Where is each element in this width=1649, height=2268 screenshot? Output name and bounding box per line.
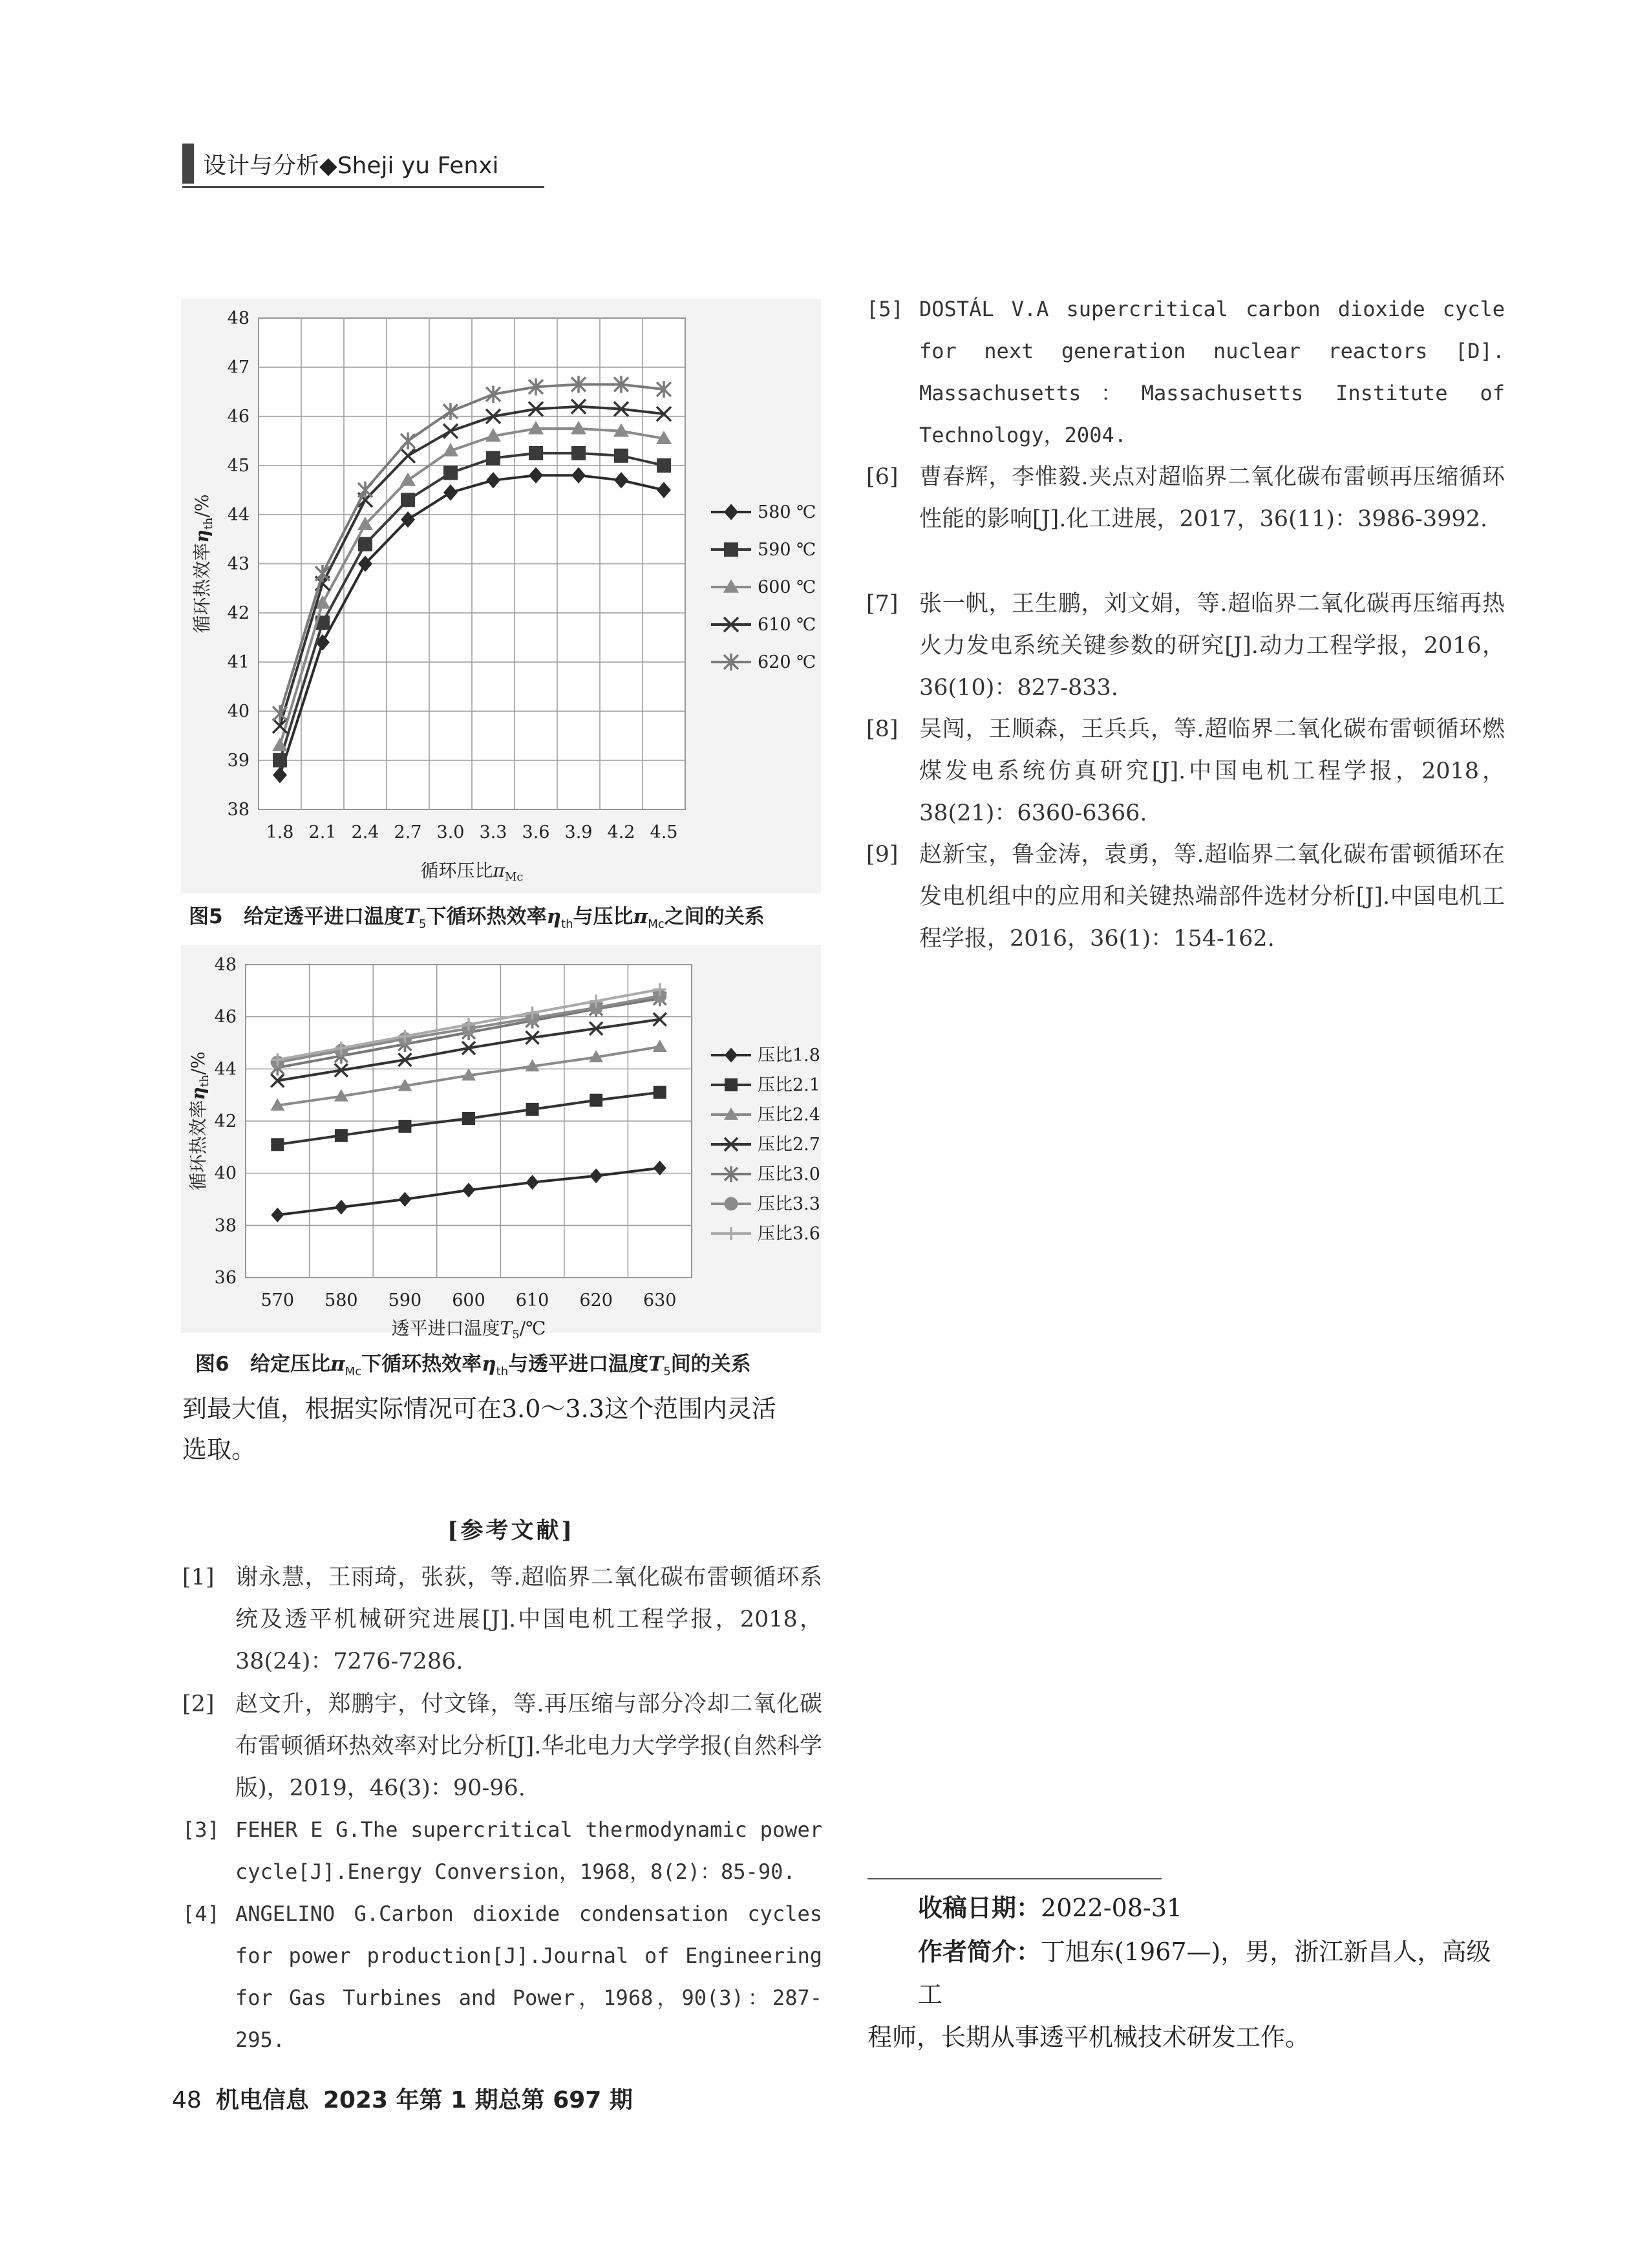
data-point xyxy=(529,446,543,460)
legend-label: 580 ℃ xyxy=(758,502,816,522)
y-tick-label: 46 xyxy=(227,407,250,427)
page-number: 48 xyxy=(172,2087,202,2113)
caption-subscript: 5 xyxy=(419,917,427,932)
y-axis-label-main: 循环热效率 xyxy=(187,1100,209,1191)
data-point xyxy=(590,1094,602,1107)
page-footer xyxy=(172,2082,633,2115)
x-tick-label: 610 xyxy=(515,1290,549,1311)
y-tick-label: 43 xyxy=(227,554,250,574)
x-tick-label: 570 xyxy=(261,1290,295,1311)
x-tick-label: 1.8 xyxy=(266,822,294,842)
legend-marker xyxy=(724,542,738,557)
legend-label: 600 ℃ xyxy=(758,577,816,597)
reference-number: [9] xyxy=(866,842,899,868)
caption-symbol: η xyxy=(482,1353,496,1376)
caption-text: 之间的关系 xyxy=(664,905,765,928)
caption-symbol: η xyxy=(546,905,562,928)
reference-item xyxy=(866,834,1505,960)
y-axis-label xyxy=(191,494,215,633)
caption-text: 给定透平进口温度 xyxy=(243,905,404,928)
legend-label: 压比2.4 xyxy=(758,1105,820,1125)
reference-text: ANGELINO G.Carbon dioxide condensation cycles for power production[J].Journal of Engineering for Gas Turbines and Power，1968，90(3)：287-295. xyxy=(235,1901,822,2052)
reference-item xyxy=(866,288,1505,456)
received-value: 2022-08-31 xyxy=(1041,1894,1183,1922)
reference-number: [7] xyxy=(866,591,899,617)
body-line: 到最大值，根据实际情况可在3.0～3.3这个范围内灵活 xyxy=(182,1395,776,1423)
reference-text: 曹春辉，李惟毅.夹点对超临界二氧化碳布雷顿再压缩循环性能的影响[J].化工进展，2017，36(11)：3986-3992. xyxy=(919,464,1505,532)
header-section: 设计与分析 xyxy=(203,152,320,179)
x-tick-label: 630 xyxy=(643,1290,677,1311)
y-tick-label: 40 xyxy=(214,1163,237,1184)
chart-5 xyxy=(181,299,821,893)
data-point xyxy=(657,458,671,473)
caption-symbol: T xyxy=(648,1353,664,1376)
x-axis-label-main: 循环压比 xyxy=(420,860,493,881)
reference-text: 张一帆，王生鹏，刘文娟，等.超临界二氧化碳再压缩再热火力发电系统关键参数的研究[J].动力工程学报，2016，36(10)：827-833. xyxy=(919,591,1505,701)
legend-marker xyxy=(725,1078,738,1091)
header-pinyin: Sheji yu Fenxi xyxy=(337,152,499,179)
header-diamond: ◆ xyxy=(319,152,337,179)
author-bio xyxy=(867,1931,1507,2059)
legend-label: 620 ℃ xyxy=(758,652,816,672)
data-point xyxy=(486,451,500,465)
y-axis-label-subscript: th xyxy=(198,1075,211,1087)
caption-subscript: th xyxy=(496,1365,509,1379)
caption-subscript: Mc xyxy=(648,917,665,932)
y-tick-label: 46 xyxy=(214,1007,237,1027)
header-text xyxy=(203,147,499,180)
x-tick-label: 3.6 xyxy=(522,822,550,842)
reference-text: 赵文升，郑鹏宇，付文锋，等.再压缩与部分冷却二氧化碳布雷顿循环热效率对比分析[J].华北电力大学学报(自然科学版)，2019，46(3)：90-96. xyxy=(235,1691,822,1801)
data-point xyxy=(358,537,372,551)
body-line: 选取。 xyxy=(182,1435,257,1464)
y-tick-label: 44 xyxy=(214,1059,237,1080)
reference-text: FEHER E G.The supercritical thermodynamic power cycle[J].Energy Conversion，1968，8(2)：85-90. xyxy=(235,1817,822,1884)
y-axis-label-symbol: η xyxy=(191,530,213,543)
caption-subscript: 5 xyxy=(663,1365,671,1379)
y-axis-label-subscript: th xyxy=(202,517,215,530)
author-line: 丁旭东(1967—)，男，浙江新昌人，高级工 xyxy=(918,1938,1491,2009)
y-axis-label-unit: /% xyxy=(187,1051,209,1075)
x-tick-label: 4.5 xyxy=(650,822,678,842)
reference-item xyxy=(866,456,1505,540)
caption-text: 与透平进口温度 xyxy=(508,1353,649,1376)
y-tick-label: 39 xyxy=(227,751,250,771)
references-title: [参考文献] xyxy=(447,1517,575,1544)
x-axis-label-symbol: π xyxy=(493,860,505,881)
caption-text: 与压比 xyxy=(573,905,633,928)
y-tick-label: 44 xyxy=(227,505,250,525)
y-axis-label xyxy=(187,1051,211,1190)
x-axis-label-subscript: Mc xyxy=(504,870,524,884)
caption-subscript: th xyxy=(561,917,573,932)
reference-number: [6] xyxy=(866,464,899,490)
x-tick-label: 4.2 xyxy=(607,822,635,842)
x-tick-label: 2.4 xyxy=(351,822,379,842)
chart-6 xyxy=(181,945,821,1342)
x-axis-label-unit: /℃ xyxy=(519,1318,546,1339)
x-tick-label: 580 xyxy=(324,1290,358,1311)
author-label: 作者简介： xyxy=(918,1938,1041,1966)
figure-5 xyxy=(181,299,821,893)
data-point xyxy=(462,1112,475,1125)
caption-text: 下循环热效率 xyxy=(426,905,547,928)
caption-text: 间的关系 xyxy=(670,1353,751,1376)
reference-number: [8] xyxy=(866,716,899,742)
body-paragraph xyxy=(182,1389,822,1470)
reference-item xyxy=(866,583,1505,709)
reference-text: 赵新宝，鲁金涛，袁勇，等.超临界二氧化碳布雷顿循环在发电机组中的应用和关键热端部件选材分析[J].中国电机工程学报，2016，36(1)：154-162. xyxy=(919,842,1505,952)
legend-label: 压比3.0 xyxy=(758,1164,820,1184)
legend-label: 压比3.3 xyxy=(758,1194,820,1214)
reference-number: [3] xyxy=(182,1817,220,1842)
header-rule xyxy=(182,186,544,188)
journal-name: 机电信息 xyxy=(215,2087,309,2113)
x-axis-label-subscript: 5 xyxy=(512,1328,520,1342)
legend-label: 压比1.8 xyxy=(758,1045,820,1065)
reference-number: [2] xyxy=(182,1691,215,1717)
caption-symbol: π xyxy=(633,905,648,928)
caption-subscript: Mc xyxy=(345,1365,362,1379)
data-point xyxy=(398,1120,411,1133)
reference-number: [4] xyxy=(182,1901,220,1926)
x-axis-label-symbol: T xyxy=(500,1318,513,1339)
legend-marker xyxy=(725,1197,738,1211)
reference-item xyxy=(182,1893,822,2061)
x-tick-label: 3.0 xyxy=(436,822,465,842)
y-tick-label: 38 xyxy=(227,800,250,820)
y-axis-label-unit: /% xyxy=(191,494,213,518)
y-tick-label: 48 xyxy=(227,308,250,328)
caption-text: 给定压比 xyxy=(250,1353,330,1376)
y-tick-label: 45 xyxy=(227,456,250,476)
reference-text: 吴闯，王顺森，王兵兵，等.超临界二氧化碳布雷顿循环燃煤发电系统仿真研究[J].中国电机工程学报，2018，38(21)：6360-6366. xyxy=(919,716,1505,826)
caption-prefix: 图5 xyxy=(189,905,223,928)
figure-6 xyxy=(181,945,821,1342)
caption-text: 下循环热效率 xyxy=(361,1353,482,1376)
data-point xyxy=(273,753,287,767)
x-axis-label xyxy=(392,1318,546,1342)
legend-label: 压比2.1 xyxy=(758,1075,820,1095)
legend-label: 压比3.6 xyxy=(758,1224,820,1244)
y-tick-label: 38 xyxy=(214,1215,237,1236)
author-line: 程师，长期从事透平机械技术研发工作。 xyxy=(867,2023,1310,2051)
footnote-rule xyxy=(867,1878,1162,1879)
reference-number: [1] xyxy=(182,1565,215,1590)
legend-label: 610 ℃ xyxy=(758,615,816,635)
y-tick-label: 41 xyxy=(227,652,250,672)
data-point xyxy=(654,1086,666,1099)
y-tick-label: 36 xyxy=(214,1268,237,1288)
y-tick-label: 42 xyxy=(214,1111,237,1131)
reference-item xyxy=(182,1684,822,1810)
x-tick-label: 590 xyxy=(388,1290,422,1311)
reference-text: DOSTÁL V.A supercritical carbon dioxide cycle for next generation nuclear reactors [D]. Massachusetts：Massachusetts Institute of Technology，2004. xyxy=(919,297,1505,447)
data-point xyxy=(571,446,586,460)
x-tick-label: 600 xyxy=(452,1290,485,1311)
data-point xyxy=(271,1138,284,1151)
reference-number: [5] xyxy=(866,297,904,321)
y-tick-label: 48 xyxy=(214,955,237,975)
x-axis-label-main: 透平进口温度 xyxy=(391,1318,500,1339)
reference-item xyxy=(182,1809,822,1893)
header-bar xyxy=(182,144,194,184)
y-axis-label-symbol: η xyxy=(187,1087,209,1100)
y-tick-label: 42 xyxy=(227,603,250,623)
running-header xyxy=(182,144,499,184)
reference-text: 谢永慧，王雨琦，张荻，等.超临界二氧化碳布雷顿循环系统及透平机械研究进展[J].中国电机工程学报，2018，38(24)：7276-7286. xyxy=(235,1565,822,1674)
x-tick-label: 2.1 xyxy=(308,822,337,842)
data-point xyxy=(335,1129,348,1142)
reference-item xyxy=(182,1557,822,1683)
x-tick-label: 2.7 xyxy=(394,822,422,842)
x-tick-label: 3.9 xyxy=(564,822,593,842)
issue-info: 2023 年第 1 期总第 697 期 xyxy=(323,2087,633,2113)
y-tick-label: 40 xyxy=(227,701,250,722)
y-axis-label-main: 循环热效率 xyxy=(191,542,213,634)
figure-6-caption xyxy=(195,1347,751,1378)
caption-symbol: π xyxy=(330,1353,345,1376)
data-point xyxy=(526,1103,539,1116)
data-point xyxy=(443,465,458,480)
data-point xyxy=(401,493,415,507)
received-label: 收稿日期： xyxy=(918,1894,1041,1922)
legend-label: 压比2.7 xyxy=(758,1135,820,1155)
reference-item xyxy=(866,709,1505,835)
x-tick-label: 620 xyxy=(579,1290,613,1311)
caption-prefix: 图6 xyxy=(195,1353,229,1376)
data-point xyxy=(614,449,628,463)
y-tick-label: 47 xyxy=(227,358,250,378)
caption-symbol: T xyxy=(403,905,420,928)
received-date xyxy=(918,1887,1182,1929)
x-tick-label: 3.3 xyxy=(479,822,507,842)
legend-label: 590 ℃ xyxy=(758,540,816,560)
figure-5-caption xyxy=(189,900,765,931)
